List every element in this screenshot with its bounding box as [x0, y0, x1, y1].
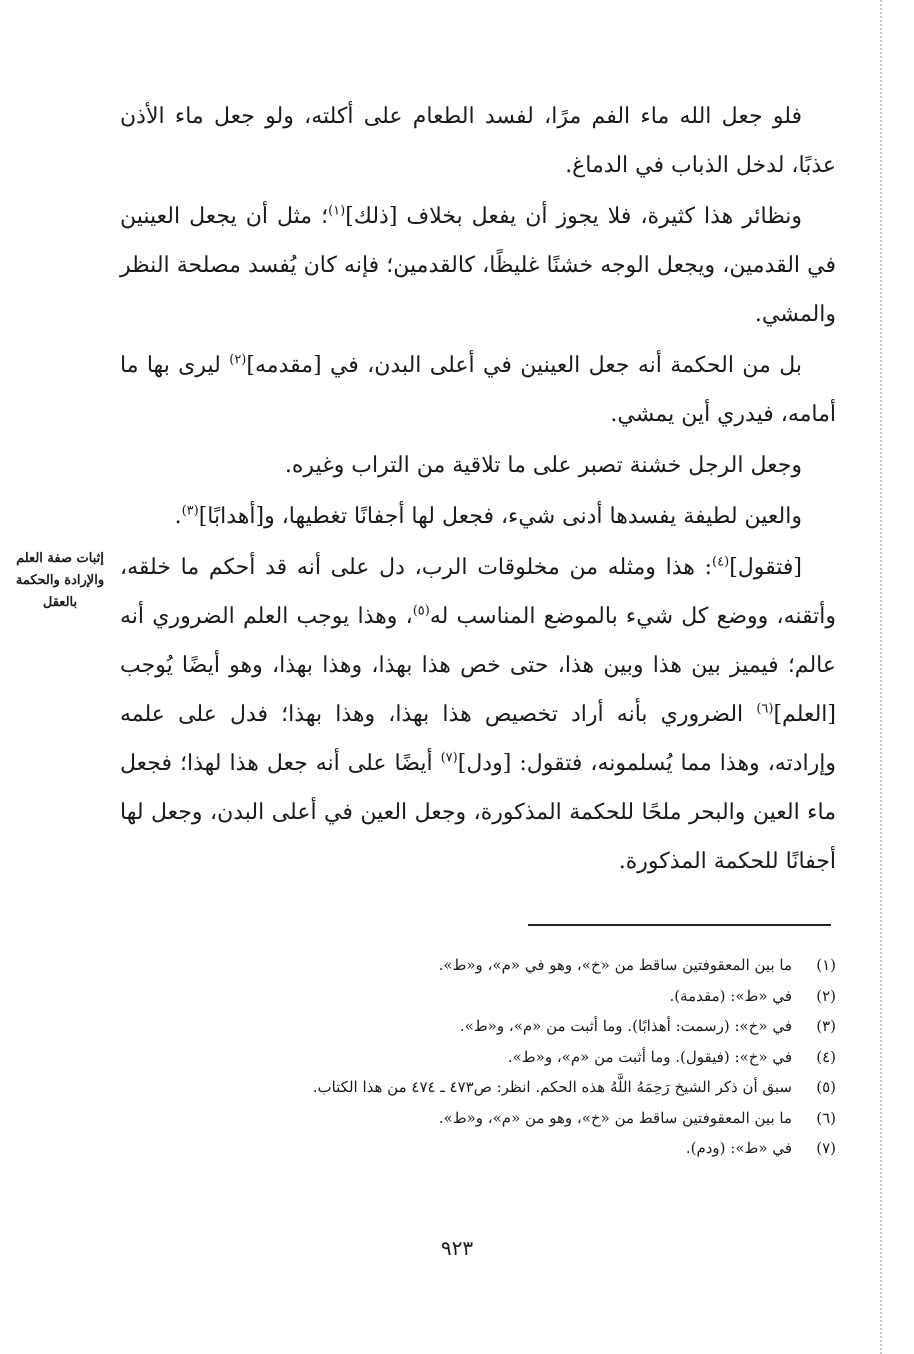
footnote-ref-5: (٥): [412, 603, 430, 619]
footnote-number: (١): [816, 956, 836, 974]
footnote-number: (٣): [816, 1017, 836, 1035]
margin-note-line-3: بالعقل: [42, 595, 78, 610]
footnote-separator: [528, 924, 831, 926]
margin-note: [8, 548, 112, 614]
footnote-text: في «خ»: (فيقول). وما أثبت من «م»، و«ط».: [507, 1047, 792, 1066]
paragraph-5-text-a: والعين لطيفة يفسدها أدنى شيء، فجعل لها أجفانًا تغطيها، و[أهدابًا]: [198, 504, 802, 529]
footnote-7: [150, 1133, 836, 1164]
paragraph-3-text-b: ليرى بها ما أمامه، فيدري أين يمشي.: [120, 353, 836, 427]
footnote-ref-6: (٦): [756, 701, 774, 717]
footnote-text: سبق أن ذكر الشيخ رَحِمَهُ اللَّهُ هذه الحكم. انظر: ص٤٧٣ ـ ٤٧٤ من هذا الكتاب.: [312, 1078, 792, 1096]
paragraph-3-text-a: بل من الحكمة أنه جعل العينين في أعلى البدن، في [مقدمه]: [246, 353, 802, 378]
paragraph-6-text-d: الضروري بأنه أراد تخصيص هذا بهذا، وهذا بهذا؛ فدل على علمه وإرادته، وهذا مما يُسلمونه، فتقول: [ودل]: [120, 702, 836, 776]
page-edge-dots: [880, 0, 882, 1354]
footnote-number: (٢): [816, 986, 836, 1005]
paragraph-6-text-b: : هذا ومثله من مخلوقات الرب، دل على أنه قد أحكم ما خلقه، وأتقنه، ووضع كل شيء بالموضع المناسب له: [120, 555, 836, 629]
paragraph-5-text-b: .: [174, 504, 182, 529]
footnote-number: (٤): [816, 1047, 836, 1066]
paragraph-6-text-c: ، وهذا يوجب العلم الضروري أنه عالم؛ فيميز بين هذا وبين هذا، حتى خص هذا بهذا، وهذا بهذا، وهو أيضًا يُوجب [العلم]: [120, 604, 836, 727]
footnote-text: في «ط»: (ودم).: [685, 1139, 792, 1157]
paragraph-1: [120, 92, 836, 190]
paragraph-3: [120, 341, 836, 439]
footnote-6: [150, 1103, 836, 1134]
paragraph-2: [120, 192, 836, 339]
footnote-ref-4: (٤): [712, 554, 730, 570]
footnote-text: في «ط»: (مقدمة).: [669, 986, 792, 1005]
footnote-1: [150, 950, 836, 981]
paragraph-6: [120, 543, 836, 886]
paragraph-5: [120, 492, 836, 541]
footnote-ref-2: (٢): [229, 352, 247, 368]
paragraph-6-text-a: [فتقول]: [729, 555, 802, 580]
footnote-text: ما بين المعقوفتين ساقط من «خ»، وهو في «م»، و«ط».: [438, 956, 792, 974]
footnote-number: (٦): [816, 1108, 836, 1127]
footnote-ref-1: (١): [328, 203, 346, 219]
footnote-5: [150, 1072, 836, 1103]
footnote-2: [150, 981, 836, 1012]
footnote-3: [150, 1011, 836, 1042]
paragraph-6-text-e: أيضًا على أنه جعل هذا لهذا؛ فجعل ماء العين والبحر ملحًا للحكمة المذكورة، وجعل العين في أعلى البدن، وجعل لها أجفانًا للحكمة المذكورة.: [120, 751, 836, 874]
footnote-ref-3: (٣): [181, 503, 199, 519]
paragraph-1-text: فلو جعل الله ماء الفم مرًا، لفسد الطعام على أكلته، ولو جعل ماء الأذن عذبًا، لدخل الذباب في الدماغ.: [120, 104, 836, 178]
margin-note-line-1: إثبات صفة العلم: [16, 551, 104, 566]
footnote-text: في «خ»: (رسمت: أهذابًا). وما أثبت من «م»، و«ط».: [459, 1017, 792, 1035]
footnote-text: ما بين المعقوفتين ساقط من «خ»، وهو من «م»، و«ط».: [438, 1108, 792, 1127]
footnote-number: (٧): [816, 1139, 836, 1157]
margin-note-line-2: والإرادة والحكمة: [15, 573, 105, 588]
footnotes: [150, 950, 836, 1164]
footnote-number: (٥): [816, 1078, 836, 1096]
paragraph-2-text-a: ونظائر هذا كثيرة، فلا يجوز أن يفعل بخلاف [ذلك]: [345, 204, 802, 229]
paragraph-4: [120, 441, 836, 490]
paragraph-4-text: وجعل الرجل خشنة تصبر على ما تلاقية من التراب وغيره.: [284, 453, 802, 478]
paragraph-2-text-b: ؛ مثل أن يجعل العينين في القدمين، ويجعل الوجه خشنًا غليظًا، كالقدمين؛ فإنه كان يُفسد مصلحة النظر والمشي.: [120, 204, 836, 327]
page-number: ٩٢٣: [440, 1236, 474, 1260]
main-text: [120, 92, 836, 888]
footnote-4: [150, 1042, 836, 1073]
footnote-ref-7: (٧): [440, 750, 458, 766]
